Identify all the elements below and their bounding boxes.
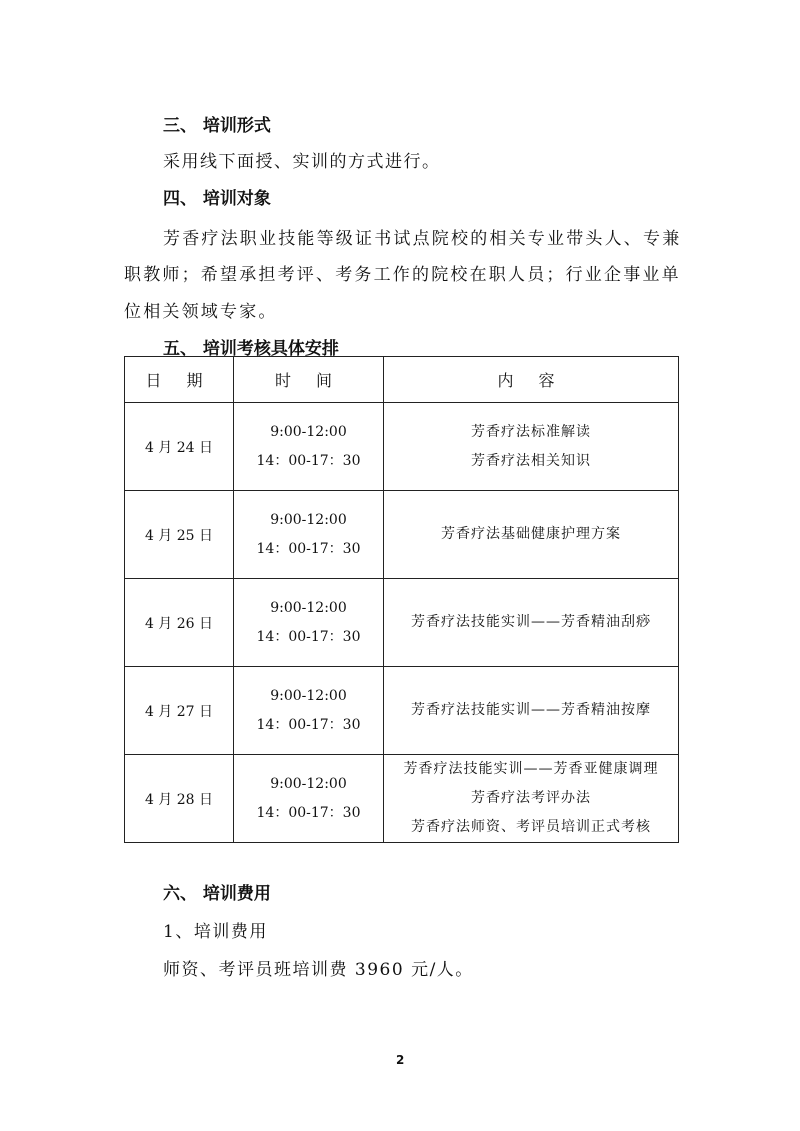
table-row xyxy=(125,403,679,491)
content-line: 芳香疗法基础健康护理方案 xyxy=(441,526,621,542)
time-afternoon: 14：00-17：30 xyxy=(256,716,361,733)
header-time: 时 间 xyxy=(234,357,384,403)
row-date: 4 月 25 日 xyxy=(125,491,234,579)
time-morning: 9:00-12:00 xyxy=(270,775,347,792)
table-row xyxy=(125,667,679,755)
section-3-heading: 三、 培训形式 xyxy=(163,116,271,136)
table-row xyxy=(125,579,679,667)
time-afternoon: 14：00-17：30 xyxy=(256,804,361,821)
header-date: 日 期 xyxy=(125,357,234,403)
section-4-body-line-2: 职教师；希望承担考评、考务工作的院校在职人员；行业企事业单 xyxy=(124,265,681,285)
row-content xyxy=(384,403,679,491)
page-number: 2 xyxy=(396,1053,405,1067)
time-morning: 9:00-12:00 xyxy=(270,687,347,704)
section-4-body-line-3: 位相关领域专家。 xyxy=(124,302,278,322)
content-line: 芳香疗法技能实训——芳香精油刮痧 xyxy=(411,614,651,630)
row-date: 4 月 28 日 xyxy=(125,755,234,843)
section-4-heading: 四、 培训对象 xyxy=(163,189,271,209)
section-6-subheading: 1、培训费用 xyxy=(163,922,268,942)
table-header-row xyxy=(125,357,679,403)
row-time xyxy=(234,403,384,491)
header-content: 内 容 xyxy=(384,357,679,403)
section-6-heading: 六、 培训费用 xyxy=(163,884,271,904)
row-time xyxy=(234,491,384,579)
content-line: 芳香疗法标准解读 xyxy=(471,423,591,440)
content-line: 芳香疗法考评办法 xyxy=(471,790,591,806)
row-time xyxy=(234,755,384,843)
section-4-body-line-1: 芳香疗法职业技能等级证书试点院校的相关专业带头人、专兼 xyxy=(163,229,682,249)
time-afternoon: 14：00-17：30 xyxy=(256,540,361,557)
content-line: 芳香疗法相关知识 xyxy=(471,452,591,469)
table-row xyxy=(125,491,679,579)
content-line: 芳香疗法师资、考评员培训正式考核 xyxy=(411,819,651,835)
time-morning: 9:00-12:00 xyxy=(270,423,347,440)
section-6-body: 师资、考评员班培训费 3960 元/人。 xyxy=(163,960,474,980)
table-row xyxy=(125,755,679,843)
time-afternoon: 14：00-17：30 xyxy=(256,628,361,645)
schedule-table xyxy=(124,356,679,843)
time-afternoon: 14：00-17：30 xyxy=(256,452,361,469)
row-date: 4 月 27 日 xyxy=(125,667,234,755)
section-5-heading: 五、 培训考核具体安排 xyxy=(163,339,339,359)
row-content xyxy=(384,667,679,755)
row-date: 4 月 26 日 xyxy=(125,579,234,667)
time-morning: 9:00-12:00 xyxy=(270,511,347,528)
row-date: 4 月 24 日 xyxy=(125,403,234,491)
time-morning: 9:00-12:00 xyxy=(270,599,347,616)
content-line: 芳香疗法技能实训——芳香亚健康调理 xyxy=(403,761,659,777)
row-content xyxy=(384,579,679,667)
row-time xyxy=(234,667,384,755)
row-time xyxy=(234,579,384,667)
content-line: 芳香疗法技能实训——芳香精油按摩 xyxy=(411,702,651,718)
section-3-body: 采用线下面授、实训的方式进行。 xyxy=(163,152,441,172)
row-content xyxy=(384,755,679,843)
row-content xyxy=(384,491,679,579)
